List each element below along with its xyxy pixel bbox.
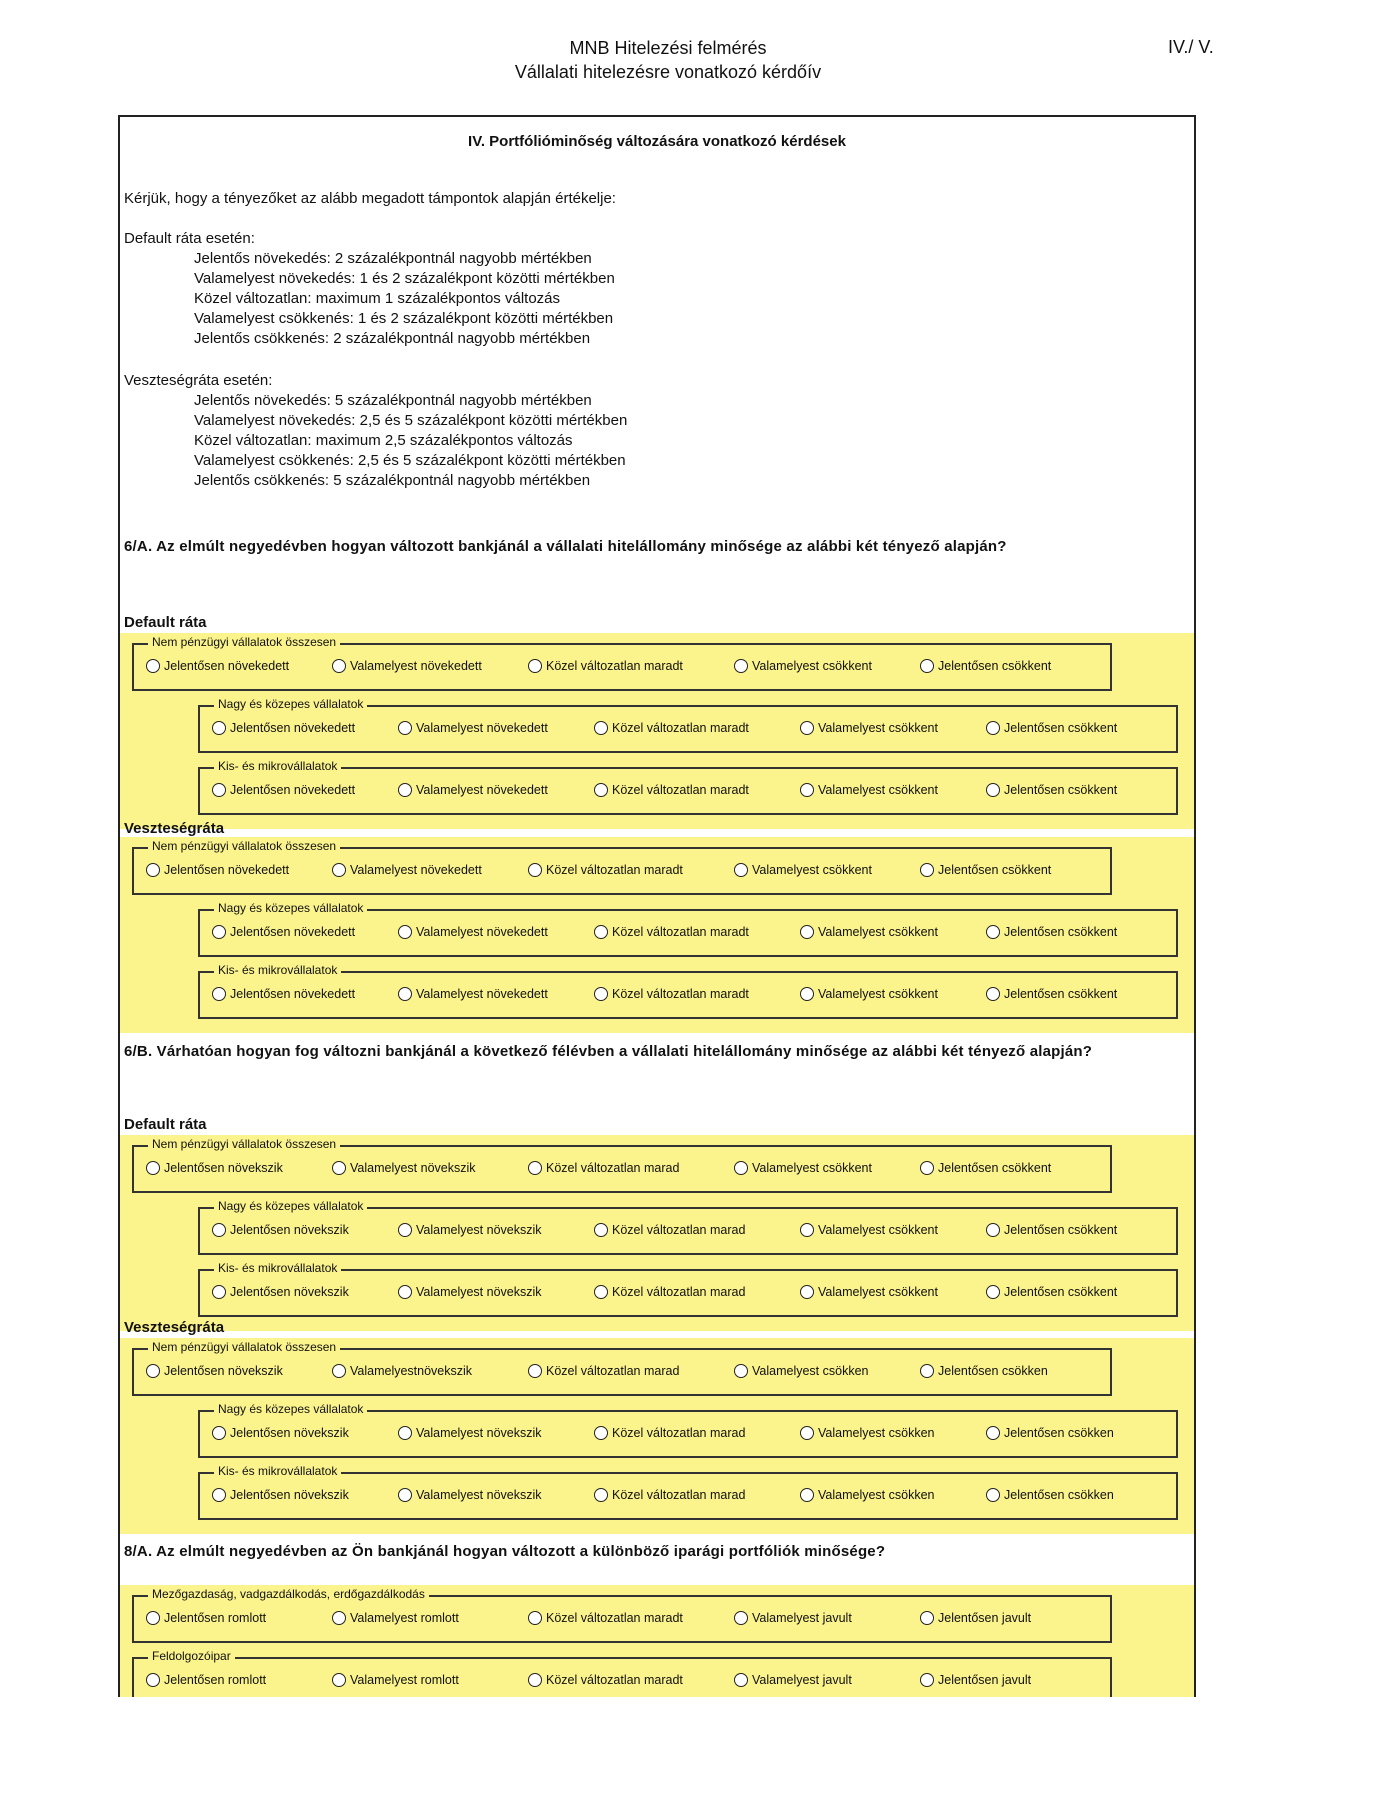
question-8a: 8/A. Az elmúlt negyedévben az Ön bankjánál hogyan változott a különböző iparági portfóliók minősége? [124, 1543, 886, 1560]
radio-group-legend: Nagy és közepes vállalatok [214, 1402, 367, 1416]
radio-group-legend: Kis- és mikrovállalatok [214, 1464, 341, 1478]
radio-button[interactable] [800, 721, 814, 735]
radio-button[interactable] [594, 783, 608, 797]
answer-band [120, 1135, 1194, 1331]
radio-option[interactable] [594, 721, 749, 735]
radio-option-label: Jelentősen növekszik [164, 1364, 283, 1378]
radio-button[interactable] [986, 783, 1000, 797]
radio-option[interactable] [398, 925, 548, 939]
radio-button[interactable] [986, 1285, 1000, 1299]
radio-option-label: Közel változatlan maradt [612, 783, 749, 797]
radio-option-label: Jelentősen növekszik [230, 1426, 349, 1440]
radio-group-legend: Nagy és közepes vállalatok [214, 1199, 367, 1213]
radio-option-label: Jelentősen csökkent [938, 1161, 1052, 1175]
radio-button[interactable] [212, 783, 226, 797]
radio-button[interactable] [800, 1426, 814, 1440]
radio-option-label: Jelentősen csökkent [1004, 783, 1118, 797]
radio-button[interactable] [986, 1223, 1000, 1237]
radio-option-label: Valamelyest csökkent [818, 925, 938, 939]
radio-button[interactable] [146, 1673, 160, 1687]
radio-button[interactable] [398, 1285, 412, 1299]
radio-group-legend: Nem pénzügyi vállalatok összesen [148, 1340, 340, 1354]
radio-group-legend: Nem pénzügyi vállalatok összesen [148, 839, 340, 853]
radio-option[interactable] [528, 1161, 679, 1175]
radio-option[interactable] [332, 1364, 472, 1378]
radio-option[interactable] [146, 659, 289, 673]
radio-button[interactable] [528, 1611, 542, 1625]
radio-option-label: Jelentősen csökkent [938, 863, 1052, 877]
radio-button[interactable] [398, 783, 412, 797]
radio-option[interactable] [986, 783, 1117, 797]
radio-group-legend: Feldolgozóipar [148, 1649, 235, 1663]
radio-option-label: Jelentősen csökkent [1004, 987, 1118, 1001]
radio-group-legend: Nem pénzügyi vállalatok összesen [148, 635, 340, 649]
radio-button[interactable] [332, 1364, 346, 1378]
radio-option-label: Közel változatlan maradt [612, 925, 749, 939]
radio-option-label: Közel változatlan maradt [546, 863, 683, 877]
radio-group-legend: Nagy és közepes vállalatok [214, 697, 367, 711]
radio-button[interactable] [212, 987, 226, 1001]
loss-rate-label: Veszteségráta esetén: [124, 372, 273, 389]
radio-button[interactable] [920, 1611, 934, 1625]
answer-band [120, 1585, 1194, 1697]
radio-button[interactable] [734, 863, 748, 877]
subheading-loss-rate: Veszteségráta [124, 820, 225, 837]
radio-option-label: Valamelyest romlott [350, 1611, 459, 1625]
radio-option[interactable] [212, 783, 355, 797]
radio-button[interactable] [800, 1223, 814, 1237]
radio-button[interactable] [146, 659, 160, 673]
radio-button[interactable] [398, 1223, 412, 1237]
radio-button[interactable] [594, 925, 608, 939]
radio-option[interactable] [920, 1611, 1031, 1625]
radio-option-label: Jelentősen növekszik [230, 1223, 349, 1237]
radio-option-label: Jelentősen romlott [164, 1673, 267, 1687]
radio-button[interactable] [594, 1285, 608, 1299]
radio-option[interactable] [594, 1426, 745, 1440]
radio-option[interactable] [800, 1223, 938, 1237]
radio-option-label: Jelentősen növekszik [230, 1488, 349, 1502]
radio-group [132, 635, 1112, 691]
radio-option[interactable] [734, 1364, 869, 1378]
radio-option-label: Valamelyest csökken [752, 1364, 869, 1378]
radio-group [132, 1340, 1112, 1396]
radio-button[interactable] [528, 659, 542, 673]
radio-button[interactable] [734, 659, 748, 673]
radio-button[interactable] [594, 721, 608, 735]
radio-button[interactable] [332, 863, 346, 877]
radio-button[interactable] [398, 1426, 412, 1440]
radio-option[interactable] [986, 1426, 1114, 1440]
radio-button[interactable] [986, 721, 1000, 735]
radio-option[interactable] [528, 863, 683, 877]
radio-option-label: Közel változatlan maradt [546, 1673, 683, 1687]
guide-item: Valamelyest csökkenés: 1 és 2 százalékpont közötti mértékben [194, 310, 614, 327]
radio-option[interactable] [800, 1285, 938, 1299]
radio-option[interactable] [528, 1364, 679, 1378]
radio-option-label: Közel változatlan marad [546, 1161, 680, 1175]
radio-button[interactable] [734, 1161, 748, 1175]
radio-button[interactable] [594, 1223, 608, 1237]
radio-option[interactable] [920, 1161, 1051, 1175]
radio-option[interactable] [800, 925, 938, 939]
radio-option[interactable] [594, 1488, 745, 1502]
radio-button[interactable] [398, 721, 412, 735]
radio-option[interactable] [594, 783, 749, 797]
radio-option[interactable] [212, 721, 355, 735]
radio-option[interactable] [332, 863, 482, 877]
radio-group [198, 901, 1178, 957]
radio-option-label: Valamelyest növekszik [416, 1223, 542, 1237]
radio-group [198, 963, 1178, 1019]
answer-band [120, 837, 1194, 1033]
questionnaire-frame [118, 115, 1196, 1697]
radio-option[interactable] [986, 1223, 1117, 1237]
radio-button[interactable] [800, 783, 814, 797]
radio-option[interactable] [146, 1364, 283, 1378]
radio-option-label: Valamelyest csökkent [752, 659, 872, 673]
radio-option[interactable] [528, 659, 683, 673]
radio-option[interactable] [398, 1488, 542, 1502]
radio-option-label: Jelentősen csökkent [1004, 1285, 1118, 1299]
radio-option-label: Valamelyest csökkent [818, 1285, 938, 1299]
radio-option[interactable] [212, 1426, 349, 1440]
intro-text: Kérjük, hogy a tényezőket az alább megadott támpontok alapján értékelje: [124, 190, 616, 207]
radio-option-label: Valamelyestnövekszik [350, 1364, 473, 1378]
radio-option[interactable] [734, 863, 872, 877]
radio-option-label: Valamelyest növekedett [416, 987, 548, 1001]
radio-option[interactable] [398, 721, 548, 735]
question-6a: 6/A. Az elmúlt negyedévben hogyan változott bankjánál a vállalati hitelállomány minősége az alábbi két tényező alapján? [124, 538, 1007, 555]
radio-option-label: Jelentősen csökkent [1004, 721, 1118, 735]
radio-group [198, 759, 1178, 815]
radio-option-label: Valamelyest növekedett [416, 783, 548, 797]
radio-group [198, 1402, 1178, 1458]
radio-button[interactable] [146, 1611, 160, 1625]
radio-option-label: Valamelyest csökkent [818, 987, 938, 1001]
radio-option-label: Jelentősen csökkent [938, 659, 1052, 673]
radio-option-label: Valamelyest csökkent [752, 1161, 872, 1175]
radio-option-label: Jelentősen növekszik [164, 1161, 283, 1175]
radio-option[interactable] [800, 1488, 935, 1502]
subheading-default-rate: Default ráta [124, 614, 207, 631]
radio-button[interactable] [146, 1161, 160, 1175]
radio-option[interactable] [146, 863, 289, 877]
radio-option[interactable] [594, 987, 749, 1001]
guide-item: Közel változatlan: maximum 2,5 százalékpontos változás [194, 432, 573, 449]
radio-button[interactable] [734, 1364, 748, 1378]
radio-option[interactable] [212, 987, 355, 1001]
radio-button[interactable] [332, 659, 346, 673]
radio-option-label: Valamelyest növekedett [416, 925, 548, 939]
page-label: IV./ V. [1168, 37, 1214, 57]
guide-item: Valamelyest növekedés: 1 és 2 százalékpont közötti mértékben [194, 270, 615, 287]
radio-option[interactable] [594, 925, 749, 939]
radio-option-label: Valamelyest növekszik [350, 1161, 476, 1175]
radio-option[interactable] [986, 1488, 1114, 1502]
radio-option-label: Valamelyest csökken [818, 1488, 935, 1502]
radio-option[interactable] [146, 1673, 266, 1687]
radio-group [198, 1464, 1178, 1520]
radio-button[interactable] [528, 1673, 542, 1687]
radio-option-label: Közel változatlan maradt [612, 987, 749, 1001]
radio-button[interactable] [398, 925, 412, 939]
radio-group-legend: Mezőgazdaság, vadgazdálkodás, erdőgazdálkodás [148, 1587, 429, 1601]
radio-button[interactable] [800, 925, 814, 939]
radio-button[interactable] [986, 987, 1000, 1001]
radio-option-label: Közel változatlan marad [546, 1364, 680, 1378]
radio-option-label: Közel változatlan maradt [612, 721, 749, 735]
radio-option[interactable] [398, 1223, 542, 1237]
radio-group [132, 1137, 1112, 1193]
radio-group [132, 839, 1112, 895]
radio-option-label: Jelentősen csökkent [1004, 1223, 1118, 1237]
radio-group [132, 1649, 1112, 1697]
radio-option[interactable] [332, 1611, 459, 1625]
radio-button[interactable] [986, 1488, 1000, 1502]
radio-button[interactable] [800, 1285, 814, 1299]
radio-button[interactable] [332, 1611, 346, 1625]
radio-group [198, 697, 1178, 753]
radio-option-label: Valamelyest csökkent [818, 1223, 938, 1237]
radio-option[interactable] [734, 1673, 852, 1687]
radio-option-label: Közel változatlan marad [612, 1426, 746, 1440]
radio-button[interactable] [212, 1426, 226, 1440]
radio-button[interactable] [212, 721, 226, 735]
radio-button[interactable] [212, 1223, 226, 1237]
radio-button[interactable] [986, 1426, 1000, 1440]
question-6b: 6/B. Várhatóan hogyan fog változni bankjánál a következő félévben a vállalati hitelállomány minősége az alábbi két tényező alapján? [124, 1043, 1093, 1060]
radio-option-label: Közel változatlan marad [612, 1488, 746, 1502]
guide-item: Jelentős növekedés: 2 százalékpontnál nagyobb mértékben [194, 250, 592, 267]
loss-rate-guide [124, 371, 627, 491]
radio-option-label: Valamelyest növekszik [416, 1488, 542, 1502]
radio-option-label: Közel változatlan marad [612, 1223, 746, 1237]
radio-button[interactable] [594, 987, 608, 1001]
radio-button[interactable] [528, 863, 542, 877]
radio-option[interactable] [398, 783, 548, 797]
radio-button[interactable] [800, 987, 814, 1001]
radio-button[interactable] [528, 1364, 542, 1378]
radio-option[interactable] [920, 863, 1051, 877]
radio-group-legend: Kis- és mikrovállalatok [214, 759, 341, 773]
radio-option-label: Valamelyest csökken [818, 1426, 935, 1440]
radio-option[interactable] [734, 1161, 872, 1175]
radio-button[interactable] [920, 863, 934, 877]
radio-option[interactable] [398, 987, 548, 1001]
radio-button[interactable] [212, 925, 226, 939]
radio-option[interactable] [920, 1673, 1031, 1687]
radio-option[interactable] [594, 1285, 745, 1299]
radio-option[interactable] [986, 721, 1117, 735]
radio-button[interactable] [920, 1364, 934, 1378]
radio-option-label: Jelentősen növekedett [230, 925, 356, 939]
subheading-default-rate: Default ráta [124, 1116, 207, 1133]
guide-item: Közel változatlan: maximum 1 százalékpontos változás [194, 290, 561, 307]
guide-item: Valamelyest csökkenés: 2,5 és 5 százalékpont közötti mértékben [194, 452, 626, 469]
radio-option[interactable] [920, 659, 1051, 673]
radio-group-legend: Kis- és mikrovállalatok [214, 1261, 341, 1275]
radio-button[interactable] [212, 1285, 226, 1299]
guide-item: Jelentős csökkenés: 5 százalékpontnál nagyobb mértékben [194, 472, 591, 489]
default-rate-guide [124, 229, 615, 349]
radio-option-label: Valamelyest csökkent [752, 863, 872, 877]
radio-option-label: Közel változatlan marad [612, 1285, 746, 1299]
radio-option[interactable] [920, 1364, 1048, 1378]
radio-button[interactable] [332, 1161, 346, 1175]
radio-option[interactable] [212, 925, 355, 939]
radio-group [198, 1261, 1178, 1317]
radio-button[interactable] [594, 1488, 608, 1502]
radio-button[interactable] [398, 1488, 412, 1502]
radio-option-label: Valamelyest javult [752, 1611, 852, 1625]
radio-option[interactable] [800, 721, 938, 735]
radio-button[interactable] [986, 925, 1000, 939]
radio-option[interactable] [800, 1426, 935, 1440]
radio-option[interactable] [986, 987, 1117, 1001]
radio-group [198, 1199, 1178, 1255]
radio-button[interactable] [920, 1673, 934, 1687]
radio-option-label: Jelentősen növekszik [230, 1285, 349, 1299]
radio-option-label: Jelentősen növekedett [164, 863, 290, 877]
radio-option-label: Valamelyest növekedett [416, 721, 548, 735]
radio-option-label: Jelentősen javult [938, 1611, 1032, 1625]
radio-button[interactable] [920, 659, 934, 673]
subheading-loss-rate: Veszteségráta [124, 1319, 225, 1336]
radio-option[interactable] [212, 1223, 349, 1237]
answer-band [120, 633, 1194, 829]
radio-option[interactable] [332, 1673, 459, 1687]
radio-button[interactable] [332, 1673, 346, 1687]
radio-button[interactable] [734, 1673, 748, 1687]
section-title: IV. Portfólióminőség változására vonatkozó kérdések [468, 133, 846, 150]
radio-option-label: Jelentősen növekedett [230, 783, 356, 797]
guide-item: Jelentős növekedés: 5 százalékpontnál nagyobb mértékben [194, 392, 592, 409]
radio-option-label: Jelentősen javult [938, 1673, 1032, 1687]
guide-item: Jelentős csökkenés: 2 százalékpontnál nagyobb mértékben [194, 330, 591, 347]
radio-option-label: Valamelyest növekszik [416, 1426, 542, 1440]
radio-option-label: Valamelyest növekedett [350, 863, 482, 877]
radio-option-label: Közel változatlan maradt [546, 659, 683, 673]
radio-option-label: Valamelyest csökkent [818, 783, 938, 797]
radio-group [132, 1587, 1112, 1643]
radio-option[interactable] [528, 1673, 683, 1687]
radio-group-legend: Nagy és közepes vállalatok [214, 901, 367, 915]
radio-option[interactable] [594, 1223, 745, 1237]
radio-option[interactable] [800, 783, 938, 797]
radio-button[interactable] [212, 1488, 226, 1502]
radio-option[interactable] [986, 1285, 1117, 1299]
radio-option[interactable] [212, 1488, 349, 1502]
radio-group-legend: Kis- és mikrovállalatok [214, 963, 341, 977]
radio-button[interactable] [920, 1161, 934, 1175]
radio-button[interactable] [146, 863, 160, 877]
radio-option[interactable] [734, 1611, 852, 1625]
document-title: MNB Hitelezési felmérés Vállalati hitelezésre vonatkozó kérdőív [514, 38, 822, 82]
radio-button[interactable] [528, 1161, 542, 1175]
radio-option[interactable] [398, 1285, 542, 1299]
radio-option[interactable] [332, 659, 482, 673]
answer-band [120, 1338, 1194, 1534]
radio-button[interactable] [734, 1611, 748, 1625]
radio-option-label: Jelentősen csökken [1004, 1426, 1114, 1440]
radio-option-label: Valamelyest növekszik [416, 1285, 542, 1299]
radio-option[interactable] [734, 659, 872, 673]
radio-option-label: Valamelyest növekedett [350, 659, 482, 673]
radio-option-label: Közel változatlan maradt [546, 1611, 683, 1625]
radio-option[interactable] [986, 925, 1117, 939]
radio-option-label: Jelentősen növekedett [230, 721, 356, 735]
radio-option-label: Jelentősen csökkent [1004, 925, 1118, 939]
radio-option[interactable] [800, 987, 938, 1001]
radio-button[interactable] [398, 987, 412, 1001]
radio-button[interactable] [146, 1364, 160, 1378]
radio-button[interactable] [800, 1488, 814, 1502]
radio-option[interactable] [528, 1611, 683, 1625]
radio-option-label: Valamelyest romlott [350, 1673, 459, 1687]
radio-option[interactable] [212, 1285, 349, 1299]
radio-button[interactable] [594, 1426, 608, 1440]
radio-option[interactable] [332, 1161, 476, 1175]
radio-option[interactable] [146, 1161, 283, 1175]
radio-option-label: Jelentősen csökken [938, 1364, 1048, 1378]
radio-option-label: Jelentősen csökken [1004, 1488, 1114, 1502]
radio-group-legend: Nem pénzügyi vállalatok összesen [148, 1137, 340, 1151]
radio-option[interactable] [398, 1426, 542, 1440]
radio-option-label: Jelentősen romlott [164, 1611, 267, 1625]
radio-option-label: Valamelyest javult [752, 1673, 852, 1687]
default-rate-label: Default ráta esetén: [124, 230, 255, 247]
guide-item: Valamelyest növekedés: 2,5 és 5 százalékpont közötti mértékben [194, 412, 628, 429]
radio-option[interactable] [146, 1611, 266, 1625]
radio-option-label: Jelentősen növekedett [164, 659, 290, 673]
radio-option-label: Valamelyest csökkent [818, 721, 938, 735]
radio-option-label: Jelentősen növekedett [230, 987, 356, 1001]
